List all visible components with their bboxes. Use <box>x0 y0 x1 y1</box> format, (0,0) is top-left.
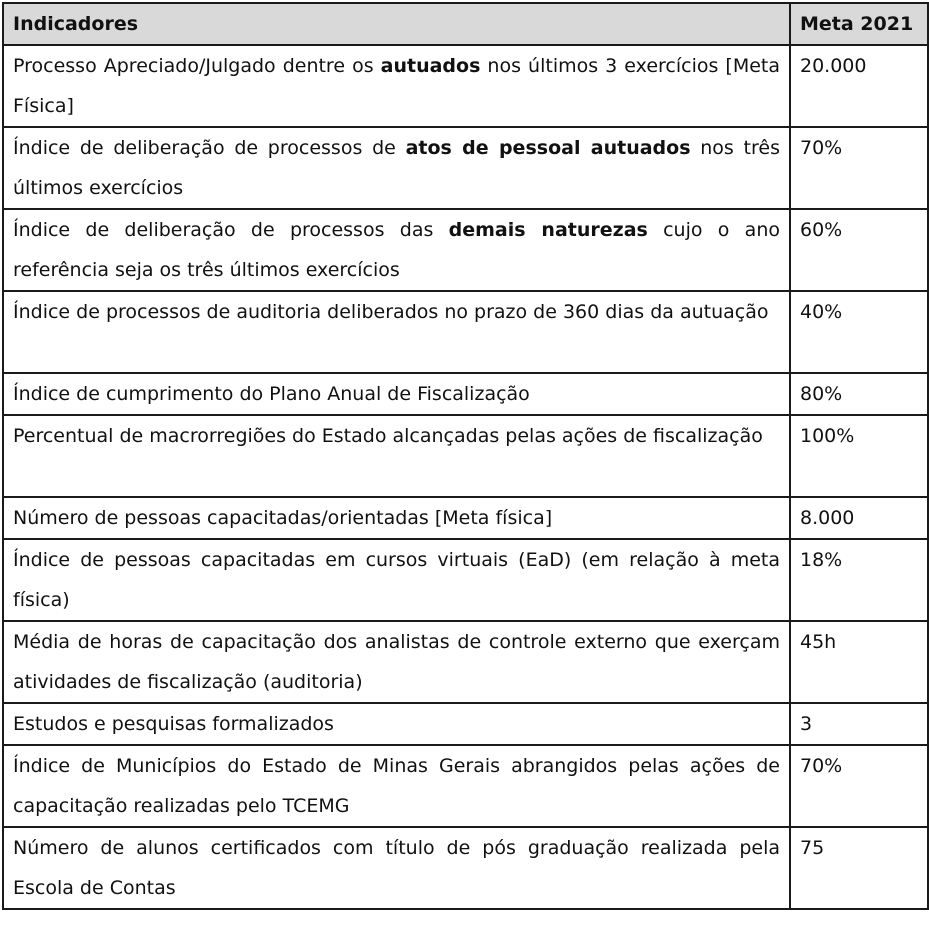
table-header-row <box>3 3 928 45</box>
indicator-cell <box>3 415 790 497</box>
indicator-cell <box>3 539 790 621</box>
indicators-table <box>2 2 929 910</box>
indicator-text: Índice de pessoas capacitadas em cursos virtuais (EaD) (em relação à meta física) <box>13 549 780 611</box>
table-row <box>3 373 928 415</box>
header-indicadores: Indicadores <box>3 3 790 45</box>
table-row <box>3 291 928 373</box>
indicator-text: Índice de processos de auditoria deliberados no prazo de 360 dias da autuação <box>13 301 769 323</box>
indicator-cell <box>3 703 790 745</box>
meta-value: 20.000 <box>790 45 928 127</box>
meta-value: 45h <box>790 621 928 703</box>
indicator-cell <box>3 127 790 209</box>
indicator-text: Número de pessoas capacitadas/orientadas [Meta física] <box>13 507 553 529</box>
table-row <box>3 827 928 909</box>
meta-value: 100% <box>790 415 928 497</box>
table-row <box>3 703 928 745</box>
indicator-text: Índice de deliberação de processos das <box>13 219 449 241</box>
meta-value: 70% <box>790 745 928 827</box>
indicator-text: Processo Apreciado/Julgado dentre os <box>13 55 381 77</box>
indicator-emphasis: demais naturezas <box>448 219 648 241</box>
indicator-text-end: nos últimos 3 exercícios [Meta Física] <box>13 55 781 117</box>
table-row <box>3 45 928 127</box>
indicator-text: Percentual de macrorregiões do Estado alcançadas pelas ações de fiscalização <box>13 425 763 447</box>
meta-value: 18% <box>790 539 928 621</box>
meta-value: 70% <box>790 127 928 209</box>
indicator-text: Índice de deliberação de processos de <box>13 137 406 159</box>
header-meta-2021: Meta 2021 <box>790 3 928 45</box>
indicator-cell <box>3 45 790 127</box>
table-row <box>3 745 928 827</box>
indicator-text-end: nos três últimos exercícios <box>13 137 780 199</box>
meta-value: 60% <box>790 209 928 291</box>
meta-value: 80% <box>790 373 928 415</box>
table-row <box>3 621 928 703</box>
table-row <box>3 127 928 209</box>
meta-value: 75 <box>790 827 928 909</box>
indicator-cell <box>3 827 790 909</box>
indicator-text: Média de horas de capacitação dos analistas de controle externo que exerçam atividades de fiscalização (auditoria) <box>13 631 780 693</box>
indicator-cell <box>3 373 790 415</box>
meta-value: 8.000 <box>790 497 928 539</box>
table-row <box>3 415 928 497</box>
meta-value: 40% <box>790 291 928 373</box>
meta-value: 3 <box>790 703 928 745</box>
table-row <box>3 497 928 539</box>
indicator-text: Índice de cumprimento do Plano Anual de Fiscalização <box>13 383 530 405</box>
indicator-text: Índice de Municípios do Estado de Minas Gerais abrangidos pelas ações de capacitação realizadas pelo TCEMG <box>13 755 780 817</box>
indicator-cell <box>3 745 790 827</box>
indicator-cell <box>3 621 790 703</box>
indicator-emphasis: atos de pessoal autuados <box>405 137 691 159</box>
table-row <box>3 209 928 291</box>
indicator-cell <box>3 209 790 291</box>
indicator-cell <box>3 291 790 373</box>
indicator-text: Número de alunos certificados com título de pós graduação realizada pela Escola de Contas <box>13 837 780 899</box>
table-row <box>3 539 928 621</box>
indicator-cell <box>3 497 790 539</box>
indicator-emphasis: autuados <box>380 55 481 77</box>
indicator-text: Estudos e pesquisas formalizados <box>13 713 334 735</box>
indicator-text-end: cujo o ano referência seja os três últimos exercícios <box>13 219 780 281</box>
